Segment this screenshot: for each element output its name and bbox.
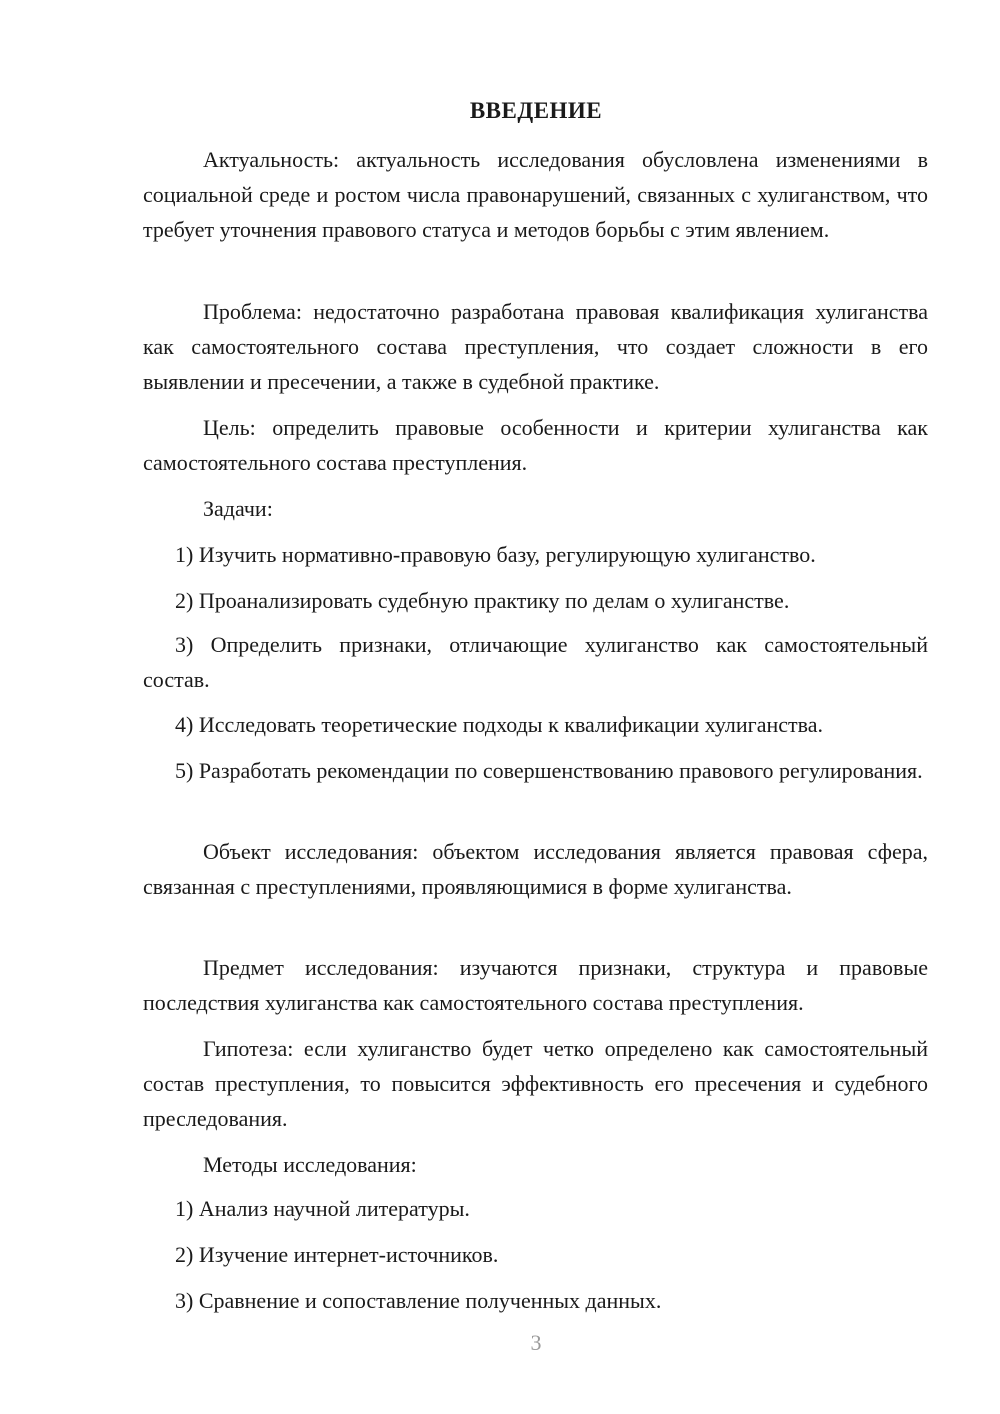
paragraph-relevance: Актуальность: актуальность исследования обусловлена изменениями в социальной среде и ростом числа правонарушений, связанных с хулиганством, что требует уточнения правового статуса и методов борьбы с этим явлением. xyxy=(143,147,928,242)
paragraph-subject: Предмет исследования: изучаются признаки, структура и правовые последствия хулиганства как самостоятельного состава преступления. xyxy=(143,955,928,1015)
section-heading: ВВЕДЕНИЕ xyxy=(469,98,603,123)
list-item-task-3: 3) Определить признаки, отличающие хулиганство как самостоятельный состав. xyxy=(143,632,928,692)
paragraph-object: Объект исследования: объектом исследования является правовая сфера, связанная с преступлениями, проявляющимися в форме хулиганства. xyxy=(143,839,928,899)
paragraph-tasks-heading: Задачи: xyxy=(203,496,273,521)
list-item-method-2: 2) Изучение интернет-источников. xyxy=(175,1242,499,1267)
paragraph-goal: Цель: определить правовые особенности и критерии хулиганства как самостоятельного состава преступления. xyxy=(143,415,928,475)
list-item-method-1: 1) Анализ научной литературы. xyxy=(175,1196,470,1221)
paragraph-hypothesis: Гипотеза: если хулиганство будет четко определено как самостоятельный состав преступления, то повысится эффективность его пресечения и судебного преследования. xyxy=(143,1036,928,1131)
list-item-task-2: 2) Проанализировать судебную практику по делам о хулиганстве. xyxy=(175,588,790,613)
paragraph-problem: Проблема: недостаточно разработана правовая квалификация хулиганства как самостоятельного состава преступления, что создает сложности в его выявлении и пресечении, а также в судебной практике. xyxy=(143,299,928,394)
paragraph-methods-heading: Методы исследования: xyxy=(203,1152,417,1177)
list-item-method-3: 3) Сравнение и сопоставление полученных данных. xyxy=(175,1288,662,1313)
list-item-task-5: 5) Разработать рекомендации по совершенствованию правового регулирования. xyxy=(175,758,923,783)
list-item-task-1: 1) Изучить нормативно-правовую базу, регулирующую хулиганство. xyxy=(175,542,816,567)
page-number: 3 xyxy=(530,1330,542,1355)
list-item-task-4: 4) Исследовать теоретические подходы к квалификации хулиганства. xyxy=(175,712,823,737)
